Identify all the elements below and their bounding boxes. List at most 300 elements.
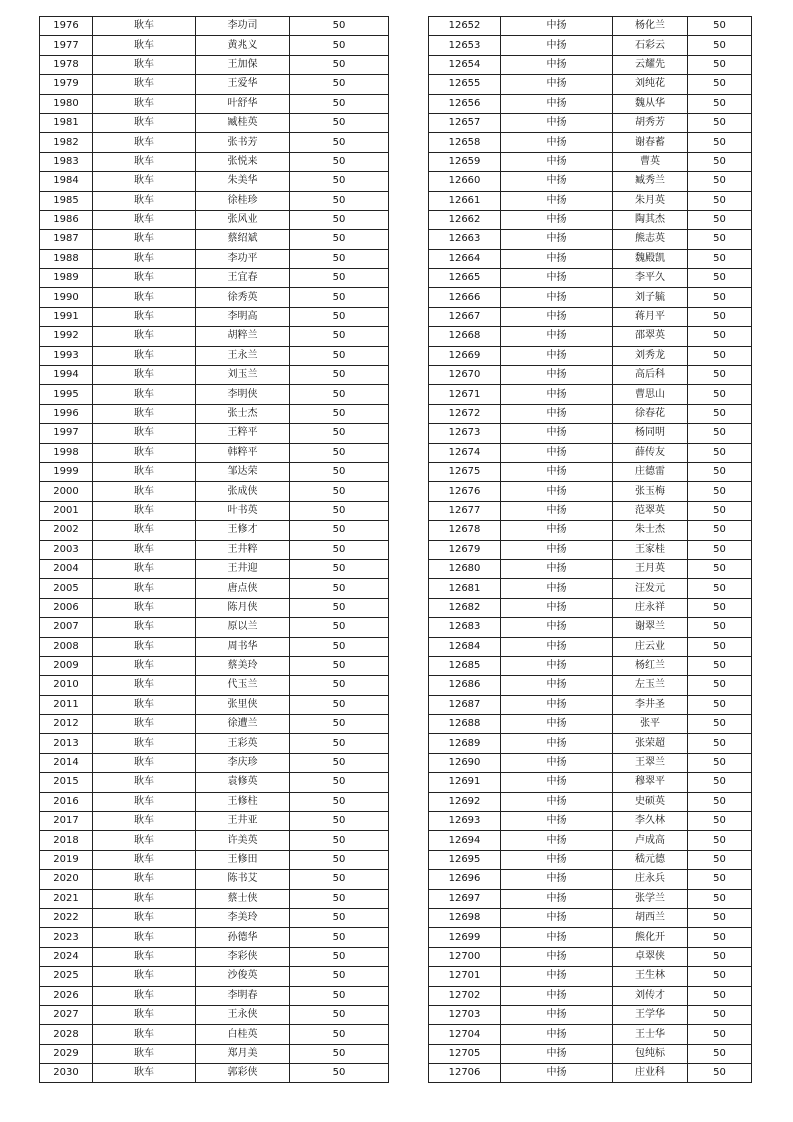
amount-cell: 50 bbox=[688, 94, 752, 113]
town-cell: 中扬 bbox=[501, 501, 613, 520]
name-cell: 卓翠侠 bbox=[613, 947, 688, 966]
name-cell: 谢春蓄 bbox=[613, 133, 688, 152]
id-cell: 12699 bbox=[429, 928, 501, 947]
name-cell: 沙俊英 bbox=[196, 967, 290, 986]
name-cell: 张里侠 bbox=[196, 695, 290, 714]
id-cell: 12706 bbox=[429, 1064, 501, 1083]
town-cell: 耿车 bbox=[93, 812, 196, 831]
name-cell: 熊志英 bbox=[613, 230, 688, 249]
table-row bbox=[40, 482, 389, 501]
town-cell: 耿车 bbox=[93, 967, 196, 986]
name-cell: 王井粹 bbox=[196, 540, 290, 559]
town-cell: 中扬 bbox=[501, 17, 613, 36]
name-cell: 李美玲 bbox=[196, 908, 290, 927]
town-cell: 耿车 bbox=[93, 889, 196, 908]
table-row bbox=[429, 366, 752, 385]
table-row bbox=[40, 210, 389, 229]
name-cell: 臧秀兰 bbox=[613, 172, 688, 191]
table-row bbox=[40, 269, 389, 288]
name-cell: 魏从华 bbox=[613, 94, 688, 113]
id-cell: 12692 bbox=[429, 792, 501, 811]
table-row bbox=[40, 947, 389, 966]
town-cell: 中扬 bbox=[501, 210, 613, 229]
id-cell: 12672 bbox=[429, 404, 501, 423]
town-cell: 耿车 bbox=[93, 695, 196, 714]
name-cell: 云耀先 bbox=[613, 55, 688, 74]
id-cell: 2010 bbox=[40, 676, 93, 695]
id-cell: 12654 bbox=[429, 55, 501, 74]
amount-cell: 50 bbox=[688, 521, 752, 540]
amount-cell: 50 bbox=[688, 462, 752, 481]
town-cell: 中扬 bbox=[501, 443, 613, 462]
id-cell: 12694 bbox=[429, 831, 501, 850]
amount-cell: 50 bbox=[688, 424, 752, 443]
town-cell: 耿车 bbox=[93, 947, 196, 966]
town-cell: 耿车 bbox=[93, 249, 196, 268]
name-cell: 庄德雷 bbox=[613, 462, 688, 481]
amount-cell: 50 bbox=[688, 346, 752, 365]
table-row bbox=[40, 986, 389, 1005]
id-cell: 1987 bbox=[40, 230, 93, 249]
table-row bbox=[429, 113, 752, 132]
table-row bbox=[40, 404, 389, 423]
id-cell: 12671 bbox=[429, 385, 501, 404]
name-cell: 白桂英 bbox=[196, 1025, 290, 1044]
id-cell: 2023 bbox=[40, 928, 93, 947]
table-row bbox=[40, 17, 389, 36]
name-cell: 胡秀芳 bbox=[613, 113, 688, 132]
amount-cell: 50 bbox=[290, 269, 389, 288]
amount-cell: 50 bbox=[290, 812, 389, 831]
name-cell: 曹思山 bbox=[613, 385, 688, 404]
table-row bbox=[40, 230, 389, 249]
table-row bbox=[40, 36, 389, 55]
name-cell: 李平久 bbox=[613, 269, 688, 288]
id-cell: 12685 bbox=[429, 656, 501, 675]
town-cell: 中扬 bbox=[501, 288, 613, 307]
amount-cell: 50 bbox=[290, 346, 389, 365]
name-cell: 王家桂 bbox=[613, 540, 688, 559]
amount-cell: 50 bbox=[290, 947, 389, 966]
id-cell: 12705 bbox=[429, 1044, 501, 1063]
id-cell: 12673 bbox=[429, 424, 501, 443]
table-row bbox=[429, 307, 752, 326]
left-table bbox=[39, 16, 389, 1083]
id-cell: 12695 bbox=[429, 850, 501, 869]
table-row bbox=[429, 288, 752, 307]
name-cell: 徐秀英 bbox=[196, 288, 290, 307]
amount-cell: 50 bbox=[688, 269, 752, 288]
table-row bbox=[429, 172, 752, 191]
name-cell: 袁修英 bbox=[196, 773, 290, 792]
town-cell: 耿车 bbox=[93, 269, 196, 288]
id-cell: 1982 bbox=[40, 133, 93, 152]
id-cell: 2004 bbox=[40, 559, 93, 578]
amount-cell: 50 bbox=[290, 75, 389, 94]
amount-cell: 50 bbox=[688, 579, 752, 598]
amount-cell: 50 bbox=[290, 152, 389, 171]
table-row bbox=[40, 113, 389, 132]
name-cell: 张平 bbox=[613, 715, 688, 734]
table-row bbox=[429, 230, 752, 249]
amount-cell: 50 bbox=[688, 327, 752, 346]
table-row bbox=[429, 482, 752, 501]
table-row bbox=[40, 579, 389, 598]
amount-cell: 50 bbox=[688, 889, 752, 908]
id-cell: 1980 bbox=[40, 94, 93, 113]
amount-cell: 50 bbox=[688, 307, 752, 326]
name-cell: 李久林 bbox=[613, 812, 688, 831]
table-row bbox=[429, 598, 752, 617]
name-cell: 王彩英 bbox=[196, 734, 290, 753]
id-cell: 2000 bbox=[40, 482, 93, 501]
id-cell: 12676 bbox=[429, 482, 501, 501]
name-cell: 卢成高 bbox=[613, 831, 688, 850]
town-cell: 中扬 bbox=[501, 967, 613, 986]
table-row bbox=[429, 656, 752, 675]
id-cell: 12687 bbox=[429, 695, 501, 714]
table-row bbox=[40, 870, 389, 889]
amount-cell: 50 bbox=[290, 36, 389, 55]
town-cell: 中扬 bbox=[501, 94, 613, 113]
amount-cell: 50 bbox=[688, 559, 752, 578]
table-row bbox=[429, 17, 752, 36]
amount-cell: 50 bbox=[290, 443, 389, 462]
id-cell: 2020 bbox=[40, 870, 93, 889]
table-row bbox=[429, 637, 752, 656]
id-cell: 1977 bbox=[40, 36, 93, 55]
table-row bbox=[40, 656, 389, 675]
town-cell: 耿车 bbox=[93, 424, 196, 443]
table-row bbox=[429, 404, 752, 423]
name-cell: 唐点侠 bbox=[196, 579, 290, 598]
amount-cell: 50 bbox=[688, 695, 752, 714]
name-cell: 薛传友 bbox=[613, 443, 688, 462]
amount-cell: 50 bbox=[688, 540, 752, 559]
name-cell: 张士杰 bbox=[196, 404, 290, 423]
name-cell: 叶舒华 bbox=[196, 94, 290, 113]
id-cell: 2009 bbox=[40, 656, 93, 675]
amount-cell: 50 bbox=[688, 1064, 752, 1083]
name-cell: 包纯标 bbox=[613, 1044, 688, 1063]
town-cell: 中扬 bbox=[501, 734, 613, 753]
town-cell: 中扬 bbox=[501, 1005, 613, 1024]
town-cell: 中扬 bbox=[501, 327, 613, 346]
amount-cell: 50 bbox=[688, 986, 752, 1005]
amount-cell: 50 bbox=[688, 191, 752, 210]
name-cell: 李彩侠 bbox=[196, 947, 290, 966]
table-row bbox=[429, 753, 752, 772]
amount-cell: 50 bbox=[290, 773, 389, 792]
id-cell: 2024 bbox=[40, 947, 93, 966]
name-cell: 张学兰 bbox=[613, 889, 688, 908]
town-cell: 中扬 bbox=[501, 870, 613, 889]
table-row bbox=[429, 1005, 752, 1024]
table-row bbox=[40, 346, 389, 365]
amount-cell: 50 bbox=[688, 249, 752, 268]
table-row bbox=[40, 191, 389, 210]
id-cell: 2001 bbox=[40, 501, 93, 520]
id-cell: 2012 bbox=[40, 715, 93, 734]
amount-cell: 50 bbox=[290, 133, 389, 152]
amount-cell: 50 bbox=[290, 249, 389, 268]
table-row bbox=[429, 850, 752, 869]
id-cell: 12663 bbox=[429, 230, 501, 249]
town-cell: 耿车 bbox=[93, 230, 196, 249]
table-row bbox=[40, 734, 389, 753]
amount-cell: 50 bbox=[290, 540, 389, 559]
name-cell: 王井亚 bbox=[196, 812, 290, 831]
id-cell: 12653 bbox=[429, 36, 501, 55]
town-cell: 中扬 bbox=[501, 230, 613, 249]
id-cell: 2022 bbox=[40, 908, 93, 927]
town-cell: 耿车 bbox=[93, 172, 196, 191]
table-row bbox=[429, 947, 752, 966]
id-cell: 12688 bbox=[429, 715, 501, 734]
town-cell: 中扬 bbox=[501, 75, 613, 94]
id-cell: 12675 bbox=[429, 462, 501, 481]
id-cell: 2025 bbox=[40, 967, 93, 986]
name-cell: 王学华 bbox=[613, 1005, 688, 1024]
table-row bbox=[429, 55, 752, 74]
town-cell: 中扬 bbox=[501, 404, 613, 423]
id-cell: 1997 bbox=[40, 424, 93, 443]
name-cell: 杨同明 bbox=[613, 424, 688, 443]
town-cell: 中扬 bbox=[501, 191, 613, 210]
name-cell: 王永侠 bbox=[196, 1005, 290, 1024]
id-cell: 2030 bbox=[40, 1064, 93, 1083]
town-cell: 耿车 bbox=[93, 482, 196, 501]
name-cell: 张风业 bbox=[196, 210, 290, 229]
town-cell: 耿车 bbox=[93, 908, 196, 927]
right-table bbox=[428, 16, 752, 1083]
id-cell: 2008 bbox=[40, 637, 93, 656]
table-row bbox=[429, 75, 752, 94]
town-cell: 耿车 bbox=[93, 17, 196, 36]
town-cell: 中扬 bbox=[501, 152, 613, 171]
table-row bbox=[40, 1005, 389, 1024]
id-cell: 2002 bbox=[40, 521, 93, 540]
name-cell: 曹英 bbox=[613, 152, 688, 171]
table-row bbox=[40, 715, 389, 734]
amount-cell: 50 bbox=[290, 501, 389, 520]
id-cell: 1996 bbox=[40, 404, 93, 423]
town-cell: 耿车 bbox=[93, 1025, 196, 1044]
amount-cell: 50 bbox=[290, 986, 389, 1005]
table-row bbox=[429, 908, 752, 927]
amount-cell: 50 bbox=[290, 424, 389, 443]
town-cell: 耿车 bbox=[93, 75, 196, 94]
id-cell: 2006 bbox=[40, 598, 93, 617]
id-cell: 12679 bbox=[429, 540, 501, 559]
id-cell: 1992 bbox=[40, 327, 93, 346]
name-cell: 孙德华 bbox=[196, 928, 290, 947]
amount-cell: 50 bbox=[688, 656, 752, 675]
id-cell: 1995 bbox=[40, 385, 93, 404]
table-row bbox=[40, 443, 389, 462]
name-cell: 蒋月平 bbox=[613, 307, 688, 326]
amount-cell: 50 bbox=[290, 618, 389, 637]
id-cell: 12704 bbox=[429, 1025, 501, 1044]
name-cell: 原以兰 bbox=[196, 618, 290, 637]
town-cell: 中扬 bbox=[501, 637, 613, 656]
id-cell: 12665 bbox=[429, 269, 501, 288]
name-cell: 朱月英 bbox=[613, 191, 688, 210]
table-row bbox=[429, 385, 752, 404]
amount-cell: 50 bbox=[688, 1025, 752, 1044]
name-cell: 郭彩侠 bbox=[196, 1064, 290, 1083]
amount-cell: 50 bbox=[290, 637, 389, 656]
name-cell: 庄永祥 bbox=[613, 598, 688, 617]
table-row bbox=[429, 870, 752, 889]
table-row bbox=[429, 559, 752, 578]
amount-cell: 50 bbox=[688, 210, 752, 229]
town-cell: 中扬 bbox=[501, 1044, 613, 1063]
amount-cell: 50 bbox=[688, 947, 752, 966]
amount-cell: 50 bbox=[688, 172, 752, 191]
id-cell: 2007 bbox=[40, 618, 93, 637]
name-cell: 李明春 bbox=[196, 986, 290, 1005]
table-row bbox=[429, 191, 752, 210]
table-row bbox=[40, 540, 389, 559]
amount-cell: 50 bbox=[688, 288, 752, 307]
name-cell: 胡西兰 bbox=[613, 908, 688, 927]
id-cell: 12655 bbox=[429, 75, 501, 94]
name-cell: 刘玉兰 bbox=[196, 366, 290, 385]
town-cell: 中扬 bbox=[501, 598, 613, 617]
id-cell: 12656 bbox=[429, 94, 501, 113]
name-cell: 陈书艾 bbox=[196, 870, 290, 889]
table-row bbox=[429, 94, 752, 113]
name-cell: 王生林 bbox=[613, 967, 688, 986]
name-cell: 王永兰 bbox=[196, 346, 290, 365]
table-row bbox=[429, 695, 752, 714]
amount-cell: 50 bbox=[290, 191, 389, 210]
town-cell: 中扬 bbox=[501, 695, 613, 714]
id-cell: 2028 bbox=[40, 1025, 93, 1044]
name-cell: 汪发元 bbox=[613, 579, 688, 598]
town-cell: 耿车 bbox=[93, 579, 196, 598]
table-row bbox=[40, 928, 389, 947]
id-cell: 12670 bbox=[429, 366, 501, 385]
amount-cell: 50 bbox=[688, 598, 752, 617]
id-cell: 12661 bbox=[429, 191, 501, 210]
table-row bbox=[40, 366, 389, 385]
town-cell: 中扬 bbox=[501, 249, 613, 268]
name-cell: 穆翠平 bbox=[613, 773, 688, 792]
amount-cell: 50 bbox=[688, 75, 752, 94]
town-cell: 中扬 bbox=[501, 133, 613, 152]
name-cell: 蔡美玲 bbox=[196, 656, 290, 675]
town-cell: 耿车 bbox=[93, 1044, 196, 1063]
id-cell: 12698 bbox=[429, 908, 501, 927]
amount-cell: 50 bbox=[688, 36, 752, 55]
amount-cell: 50 bbox=[290, 850, 389, 869]
name-cell: 左玉兰 bbox=[613, 676, 688, 695]
town-cell: 中扬 bbox=[501, 831, 613, 850]
table-row bbox=[429, 36, 752, 55]
table-row bbox=[40, 637, 389, 656]
town-cell: 中扬 bbox=[501, 656, 613, 675]
table-row bbox=[40, 288, 389, 307]
amount-cell: 50 bbox=[688, 870, 752, 889]
town-cell: 中扬 bbox=[501, 947, 613, 966]
amount-cell: 50 bbox=[290, 172, 389, 191]
amount-cell: 50 bbox=[290, 831, 389, 850]
table-row bbox=[40, 908, 389, 927]
town-cell: 耿车 bbox=[93, 133, 196, 152]
town-cell: 中扬 bbox=[501, 753, 613, 772]
name-cell: 徐遭兰 bbox=[196, 715, 290, 734]
table-row bbox=[40, 618, 389, 637]
id-cell: 12681 bbox=[429, 579, 501, 598]
table-row bbox=[429, 424, 752, 443]
table-row bbox=[429, 812, 752, 831]
name-cell: 王加保 bbox=[196, 55, 290, 74]
id-cell: 12667 bbox=[429, 307, 501, 326]
town-cell: 中扬 bbox=[501, 1025, 613, 1044]
id-cell: 1986 bbox=[40, 210, 93, 229]
town-cell: 耿车 bbox=[93, 501, 196, 520]
amount-cell: 50 bbox=[290, 656, 389, 675]
town-cell: 耿车 bbox=[93, 540, 196, 559]
amount-cell: 50 bbox=[688, 1044, 752, 1063]
amount-cell: 50 bbox=[290, 792, 389, 811]
id-cell: 2029 bbox=[40, 1044, 93, 1063]
id-cell: 12682 bbox=[429, 598, 501, 617]
id-cell: 12666 bbox=[429, 288, 501, 307]
id-cell: 12700 bbox=[429, 947, 501, 966]
town-cell: 中扬 bbox=[501, 618, 613, 637]
table-row bbox=[429, 773, 752, 792]
amount-cell: 50 bbox=[290, 908, 389, 927]
id-cell: 12657 bbox=[429, 113, 501, 132]
name-cell: 李明侠 bbox=[196, 385, 290, 404]
town-cell: 中扬 bbox=[501, 1064, 613, 1083]
town-cell: 中扬 bbox=[501, 559, 613, 578]
name-cell: 郑月美 bbox=[196, 1044, 290, 1063]
town-cell: 中扬 bbox=[501, 521, 613, 540]
table-row bbox=[429, 928, 752, 947]
table-row bbox=[40, 424, 389, 443]
table-row bbox=[40, 1064, 389, 1083]
amount-cell: 50 bbox=[688, 637, 752, 656]
town-cell: 中扬 bbox=[501, 908, 613, 927]
town-cell: 耿车 bbox=[93, 210, 196, 229]
id-cell: 2019 bbox=[40, 850, 93, 869]
amount-cell: 50 bbox=[290, 385, 389, 404]
id-cell: 1976 bbox=[40, 17, 93, 36]
name-cell: 张玉梅 bbox=[613, 482, 688, 501]
id-cell: 1999 bbox=[40, 462, 93, 481]
amount-cell: 50 bbox=[290, 482, 389, 501]
town-cell: 中扬 bbox=[501, 850, 613, 869]
name-cell: 张成侠 bbox=[196, 482, 290, 501]
table-row bbox=[429, 579, 752, 598]
table-row bbox=[429, 210, 752, 229]
id-cell: 12674 bbox=[429, 443, 501, 462]
town-cell: 耿车 bbox=[93, 443, 196, 462]
name-cell: 王翠兰 bbox=[613, 753, 688, 772]
id-cell: 2026 bbox=[40, 986, 93, 1005]
town-cell: 中扬 bbox=[501, 986, 613, 1005]
town-cell: 耿车 bbox=[93, 404, 196, 423]
id-cell: 12701 bbox=[429, 967, 501, 986]
amount-cell: 50 bbox=[688, 1005, 752, 1024]
town-cell: 中扬 bbox=[501, 715, 613, 734]
town-cell: 中扬 bbox=[501, 424, 613, 443]
amount-cell: 50 bbox=[290, 288, 389, 307]
